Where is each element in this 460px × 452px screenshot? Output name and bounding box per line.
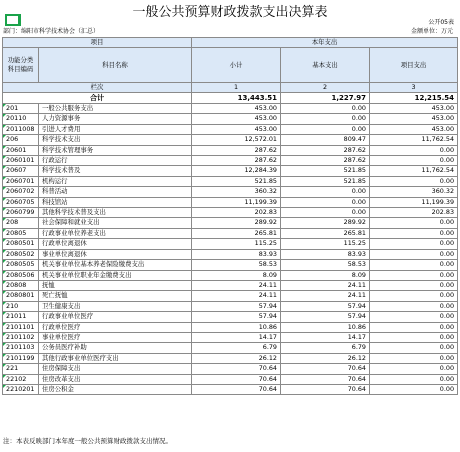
- row-project: 0.00: [370, 260, 458, 270]
- row-project: 11,762.54: [370, 166, 458, 176]
- row-subtotal: 453.00: [192, 124, 281, 134]
- table-row: [3, 166, 458, 176]
- row-subject-name: 住房保障支出: [39, 364, 192, 374]
- row-subject-name: 死亡抚恤: [39, 291, 192, 301]
- row-project: 0.00: [370, 291, 458, 301]
- report-title: 一般公共预算财政拨款支出决算表: [132, 5, 328, 20]
- row-subject-name: 其他科学技术普及支出: [39, 208, 192, 218]
- row-basic: 809.47: [281, 135, 370, 145]
- cell-comment-marker: [3, 146, 6, 149]
- row-code: 22102: [3, 374, 39, 384]
- table-row: [3, 353, 458, 363]
- table-id: 公开05表: [428, 19, 454, 26]
- row-code: 2060702: [3, 187, 39, 197]
- row-basic: 0.00: [281, 104, 370, 114]
- table-row: [3, 312, 458, 322]
- header-current-year: 本年支出: [192, 38, 458, 48]
- row-basic: 57.94: [281, 312, 370, 322]
- row-subtotal: 11,199.39: [192, 197, 281, 207]
- cell-comment-marker: [3, 198, 6, 201]
- row-code: 208: [3, 218, 39, 228]
- row-subject-name: 机关事业单位职业年金缴费支出: [39, 270, 192, 280]
- row-subtotal: 12,572.01: [192, 135, 281, 145]
- row-code: 20808: [3, 280, 39, 290]
- row-subject-name: 卫生健康支出: [39, 301, 192, 311]
- row-subject-name: 机构运行: [39, 176, 192, 186]
- row-code: 221: [3, 364, 39, 374]
- row-subject-name: 抚恤: [39, 280, 192, 290]
- cell-comment-marker: [3, 229, 6, 232]
- table-row: [3, 208, 458, 218]
- cell-comment-marker: [3, 135, 6, 138]
- header-project: 项目: [3, 38, 192, 48]
- total-row: [3, 93, 458, 104]
- row-basic: 115.25: [281, 239, 370, 249]
- row-subtotal: 287.62: [192, 156, 281, 166]
- row-basic: 287.62: [281, 156, 370, 166]
- row-basic: 24.11: [281, 280, 370, 290]
- cell-comment-marker: [3, 354, 6, 357]
- row-subject-name: 科学技术普及: [39, 166, 192, 176]
- cell-comment-marker: [3, 312, 6, 315]
- row-subject-name: 人力资源事务: [39, 114, 192, 124]
- header-subtotal: 小计: [192, 48, 281, 83]
- department-name: 部门：绵阳市科学技术协会（汇总）: [3, 28, 100, 35]
- table-row: [3, 197, 458, 207]
- row-subject-name: 事业单位离退休: [39, 249, 192, 259]
- table-row: [3, 322, 458, 332]
- row-project: 453.00: [370, 114, 458, 124]
- row-code: 2080501: [3, 239, 39, 249]
- row-subtotal: 26.12: [192, 353, 281, 363]
- row-code: 2101103: [3, 343, 39, 353]
- row-subtotal: 57.94: [192, 301, 281, 311]
- total-project: 12,215.54: [370, 93, 458, 104]
- cell-comment-marker: [3, 166, 6, 169]
- row-code: 2060799: [3, 208, 39, 218]
- table-row: [3, 156, 458, 166]
- row-basic: 58.53: [281, 260, 370, 270]
- table-row: [3, 124, 458, 134]
- cell-comment-marker: [3, 104, 6, 107]
- row-subtotal: 289.92: [192, 218, 281, 228]
- row-basic: 70.64: [281, 364, 370, 374]
- table-row: [3, 249, 458, 259]
- expenditure-table: [2, 37, 458, 395]
- header-basic: 基本支出: [281, 48, 370, 83]
- row-project: 453.00: [370, 124, 458, 134]
- header-col2: 2: [281, 83, 370, 93]
- row-code: 2060701: [3, 176, 39, 186]
- row-subject-name: 行政单位医疗: [39, 322, 192, 332]
- row-project: 0.00: [370, 374, 458, 384]
- table-row: [3, 114, 458, 124]
- footnote: 注：本表反映部门本年度一般公共预算财政拨款支出情况。: [3, 437, 172, 445]
- row-basic: 83.93: [281, 249, 370, 259]
- row-subtotal: 287.62: [192, 145, 281, 155]
- row-project: 0.00: [370, 353, 458, 363]
- cell-comment-marker: [3, 218, 6, 221]
- cell-comment-marker: [3, 125, 6, 128]
- row-code: 2101102: [3, 332, 39, 342]
- row-project: 202.83: [370, 208, 458, 218]
- row-project: 0.00: [370, 145, 458, 155]
- row-code: 2060101: [3, 156, 39, 166]
- row-subject-name: 其他行政事业单位医疗支出: [39, 353, 192, 363]
- amount-unit: 金额单位：万元: [410, 28, 453, 35]
- row-project: 0.00: [370, 270, 458, 280]
- cell-comment-marker: [3, 385, 6, 388]
- row-project: 0.00: [370, 218, 458, 228]
- row-subject-name: 引进人才费用: [39, 124, 192, 134]
- row-basic: 70.64: [281, 374, 370, 384]
- row-subtotal: 453.00: [192, 114, 281, 124]
- row-code: 206: [3, 135, 39, 145]
- row-basic: 14.17: [281, 332, 370, 342]
- row-project: 0.00: [370, 176, 458, 186]
- header-row-2: [3, 48, 458, 83]
- header-func-code: 功能分类科目编码: [3, 48, 39, 83]
- total-subtotal: 13,443.51: [192, 93, 281, 104]
- cell-selection-marker: [5, 14, 21, 26]
- row-subtotal: 265.81: [192, 228, 281, 238]
- row-project: 0.00: [370, 384, 458, 394]
- row-subtotal: 115.25: [192, 239, 281, 249]
- row-subtotal: 58.53: [192, 260, 281, 270]
- row-code: 2080801: [3, 291, 39, 301]
- header-subject-name: 科目名称: [39, 48, 192, 83]
- row-project: 0.00: [370, 343, 458, 353]
- row-subject-name: 科技馆站: [39, 197, 192, 207]
- table-row: [3, 218, 458, 228]
- table-row: [3, 291, 458, 301]
- row-subject-name: 科学技术支出: [39, 135, 192, 145]
- row-basic: 24.11: [281, 291, 370, 301]
- cell-comment-marker: [3, 187, 6, 190]
- row-subject-name: 机关事业单位基本养老保险缴费支出: [39, 260, 192, 270]
- row-code: 2080505: [3, 260, 39, 270]
- cell-comment-marker: [3, 156, 6, 159]
- row-basic: 70.64: [281, 384, 370, 394]
- table-row: [3, 280, 458, 290]
- row-code: 20601: [3, 145, 39, 155]
- table-row: [3, 145, 458, 155]
- row-basic: 0.00: [281, 124, 370, 134]
- row-code: 210: [3, 301, 39, 311]
- row-basic: 6.79: [281, 343, 370, 353]
- row-subject-name: 住房改革支出: [39, 374, 192, 384]
- row-code: 2080502: [3, 249, 39, 259]
- row-project: 360.32: [370, 187, 458, 197]
- row-code: 21011: [3, 312, 39, 322]
- row-subtotal: 12,284.39: [192, 166, 281, 176]
- row-project: 0.00: [370, 249, 458, 259]
- cell-comment-marker: [3, 281, 6, 284]
- table-row: [3, 187, 458, 197]
- table-row: [3, 260, 458, 270]
- row-basic: 0.00: [281, 187, 370, 197]
- table-row: [3, 239, 458, 249]
- row-project: 0.00: [370, 228, 458, 238]
- row-subtotal: 202.83: [192, 208, 281, 218]
- table-row: [3, 332, 458, 342]
- row-project: 0.00: [370, 301, 458, 311]
- row-basic: 57.94: [281, 301, 370, 311]
- row-subject-name: 行政事业单位医疗: [39, 312, 192, 322]
- row-basic: 0.00: [281, 114, 370, 124]
- cell-comment-marker: [3, 375, 6, 378]
- row-project: 0.00: [370, 312, 458, 322]
- row-project: 0.00: [370, 364, 458, 374]
- cell-comment-marker: [3, 343, 6, 346]
- row-basic: 26.12: [281, 353, 370, 363]
- cell-comment-marker: [3, 333, 6, 336]
- row-project: 0.00: [370, 332, 458, 342]
- table-row: [3, 301, 458, 311]
- row-project: 0.00: [370, 156, 458, 166]
- table-row: [3, 374, 458, 384]
- row-subject-name: 事业单位医疗: [39, 332, 192, 342]
- row-subject-name: 行政运行: [39, 156, 192, 166]
- row-subtotal: 70.64: [192, 364, 281, 374]
- row-subject-name: 公务员医疗补助: [39, 343, 192, 353]
- row-code: 2210201: [3, 384, 39, 394]
- header-project-exp: 项目支出: [370, 48, 458, 83]
- row-basic: 289.92: [281, 218, 370, 228]
- row-subtotal: 70.64: [192, 384, 281, 394]
- row-subject-name: 一般公共服务支出: [39, 104, 192, 114]
- row-basic: 265.81: [281, 228, 370, 238]
- table-row: [3, 228, 458, 238]
- row-project: 11,199.39: [370, 197, 458, 207]
- row-subtotal: 8.09: [192, 270, 281, 280]
- row-code: 2101199: [3, 353, 39, 363]
- row-code: 2080506: [3, 270, 39, 280]
- row-subtotal: 10.86: [192, 322, 281, 332]
- row-subtotal: 83.93: [192, 249, 281, 259]
- table-row: [3, 135, 458, 145]
- table-row: [3, 384, 458, 394]
- row-basic: 521.85: [281, 176, 370, 186]
- row-code: 2101101: [3, 322, 39, 332]
- row-subject-name: 社会保障和就业支出: [39, 218, 192, 228]
- table-row: [3, 343, 458, 353]
- row-code: 20110: [3, 114, 39, 124]
- row-basic: 0.00: [281, 208, 370, 218]
- cell-comment-marker: [3, 177, 6, 180]
- row-basic: 10.86: [281, 322, 370, 332]
- header-row-3: [3, 83, 458, 93]
- row-basic: 287.62: [281, 145, 370, 155]
- table-row: [3, 104, 458, 114]
- cell-comment-marker: [3, 323, 6, 326]
- cell-comment-marker: [3, 260, 6, 263]
- header-column-label: 栏次: [3, 83, 192, 93]
- header-col3: 3: [370, 83, 458, 93]
- cell-comment-marker: [3, 239, 6, 242]
- table-row: [3, 364, 458, 374]
- row-subtotal: 70.64: [192, 374, 281, 384]
- row-subject-name: 科学技术管理事务: [39, 145, 192, 155]
- row-project: 11,762.54: [370, 135, 458, 145]
- row-subtotal: 24.11: [192, 291, 281, 301]
- department-line: [3, 27, 457, 36]
- row-code: 201: [3, 104, 39, 114]
- row-subtotal: 57.94: [192, 312, 281, 322]
- row-basic: 0.00: [281, 197, 370, 207]
- cell-comment-marker: [3, 302, 6, 305]
- table-row: [3, 176, 458, 186]
- row-subject-name: 行政事业单位养老支出: [39, 228, 192, 238]
- cell-comment-marker: [3, 291, 6, 294]
- total-basic: 1,227.97: [281, 93, 370, 104]
- row-subtotal: 360.32: [192, 187, 281, 197]
- row-project: 0.00: [370, 280, 458, 290]
- row-subtotal: 453.00: [192, 104, 281, 114]
- row-project: 0.00: [370, 239, 458, 249]
- cell-comment-marker: [3, 250, 6, 253]
- row-project: 453.00: [370, 104, 458, 114]
- row-subject-name: 科普活动: [39, 187, 192, 197]
- row-subtotal: 14.17: [192, 332, 281, 342]
- cell-comment-marker: [3, 271, 6, 274]
- cell-comment-marker: [3, 114, 6, 117]
- row-code: 2011008: [3, 124, 39, 134]
- total-label: 合计: [3, 93, 192, 104]
- table-row: [3, 270, 458, 280]
- row-subtotal: 24.11: [192, 280, 281, 290]
- cell-comment-marker: [3, 364, 6, 367]
- row-code: 20805: [3, 228, 39, 238]
- row-subtotal: 521.85: [192, 176, 281, 186]
- header-col1: 1: [192, 83, 281, 93]
- cell-comment-marker: [3, 208, 6, 211]
- row-project: 0.00: [370, 322, 458, 332]
- row-subtotal: 6.79: [192, 343, 281, 353]
- row-basic: 8.09: [281, 270, 370, 280]
- row-basic: 521.85: [281, 166, 370, 176]
- row-code: 2060705: [3, 197, 39, 207]
- header-row-1: [3, 38, 458, 48]
- row-subject-name: 行政单位离退休: [39, 239, 192, 249]
- row-code: 20607: [3, 166, 39, 176]
- row-subject-name: 住房公积金: [39, 384, 192, 394]
